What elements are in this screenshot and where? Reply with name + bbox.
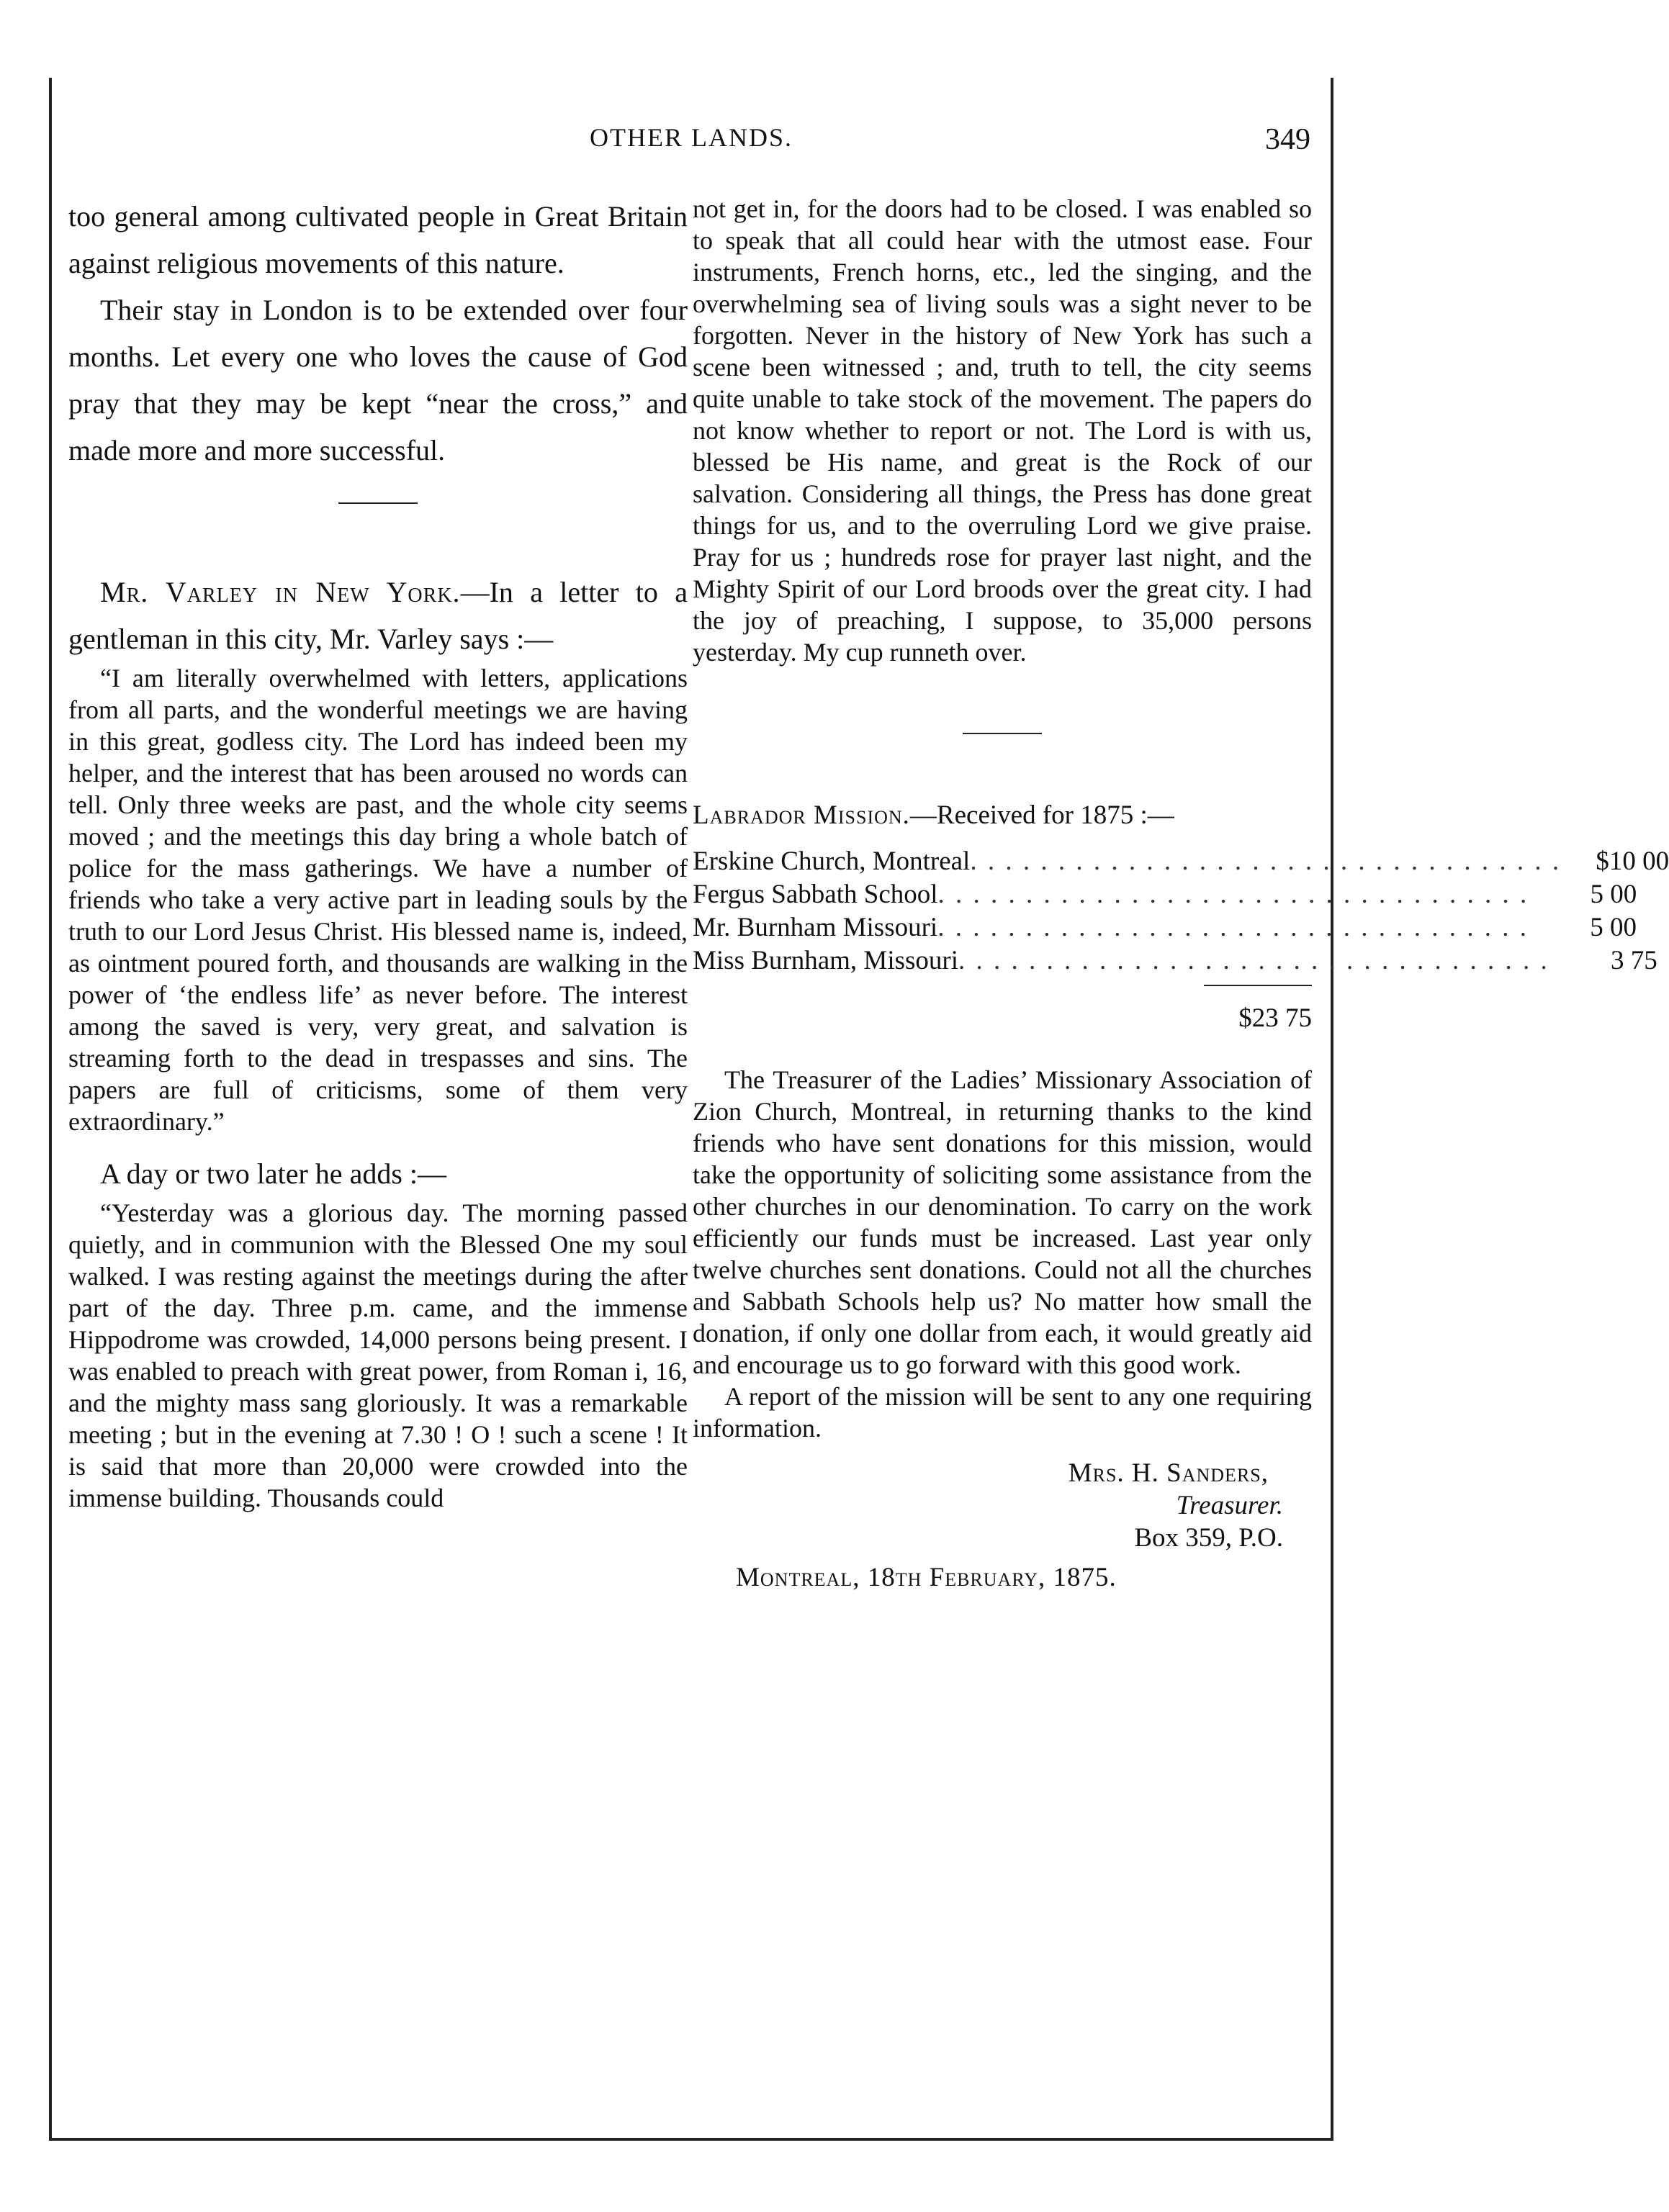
paragraph: Their stay in London is to be extended over four months. Let every one who loves the cause of God pray that they may be kept “near the cross,” and made more and more successful. xyxy=(68,294,688,466)
page-header xyxy=(65,122,1318,173)
leader-dots: . . . . . . . . . . . . . . . . . . . . . . . . . . . . . . . . . . xyxy=(937,913,1529,942)
signatory-role: Treasurer. xyxy=(1176,1491,1283,1520)
dateline: Montreal, 18th February, 1875. xyxy=(736,1563,1117,1592)
paragraph: A day or two later he adds :— xyxy=(100,1157,446,1190)
section-heading: Labrador Mission. xyxy=(693,800,910,830)
ledger-row xyxy=(693,845,1669,878)
page-number: 349 xyxy=(1265,123,1310,156)
varley-paragraph xyxy=(68,569,688,662)
donor-name: Miss Burnham, Missouri xyxy=(693,946,959,975)
ledger-row xyxy=(693,944,1657,978)
leader-dots: . . . . . . . . . . . . . . . . . . . . . . . . . . . . . . . . . . xyxy=(958,946,1549,975)
quote-paragraph: “Yesterday was a glorious day. The morning passed quietly, and in communion with the Blessed One my soul walked. I was resting against the meetings during the after part of the day. Three p.m. came, and the immense Hippodrome was crowded, 14,000 persons being present. I was enabled to preach with great power, from Roman i, 16, and the mighty mass sang gloriously. It was a remarkable meeting ; but in the evening at 7.30 ! O ! such a scene ! It is said that more than 20,000 were crowded into the immense building. Thousands could xyxy=(68,1198,688,1512)
paragraph: A report of the mission will be sent to any one requiring information. xyxy=(693,1382,1312,1443)
signatory-name: Mrs. H. Sanders, xyxy=(1068,1458,1269,1488)
paragraph: The Treasurer of the Ladies’ Missionary Association of Zion Church, Montreal, in returning thanks to the kind friends who have sent donations for this mission, would take the opportunity of soliciting some assistance from the other churches in our denomination. To carry on the work efficiently our funds must be increased. Last year only twelve churches sent donations. Could not all the churches and Sabbath Schools help us? No matter how small the donation, if only one dollar from each, it would greatly aid and encourage us to go forward with this good work. xyxy=(693,1065,1312,1379)
paragraph-text: —Received for 1875 :— xyxy=(909,800,1174,830)
paragraph: too general among cultivated people in Great Britain against religious movements of this nature. xyxy=(68,200,688,279)
ledger-row xyxy=(693,878,1637,911)
ledger-row xyxy=(693,911,1637,944)
donor-name: Erskine Church, Montreal xyxy=(693,847,971,876)
right-column xyxy=(693,193,1669,1594)
ledger-total: $23 75 xyxy=(1238,1003,1312,1033)
left-column xyxy=(68,193,688,1514)
section-heading: Mr. Varley in New York. xyxy=(100,576,461,608)
paragraph: not get in, for the doors had to be closed. I was enabled so to speak that all could hear with the utmost ease. Four instruments, French horns, etc., led the singing, and the overwhelming sea of living souls was a sight never to be forgotten. Never in the history of New York has such a scene been witnessed ; and, truth to tell, the city seems quite unable to take stock of the movement. The papers do not know whether to report or not. The Lord is with us, blessed be His name, and great is the Rock of our salvation. Considering all things, the Press has done great things for us, and to the overruling Lord we give praise. Pray for us ; hundreds rose for prayer last night, and the Mighty Spirit of our Lord broods over the great city. I had the joy of preaching, I suppose, to 35,000 persons yesterday. My cup runneth over. xyxy=(693,194,1312,667)
donor-name: Fergus Sabbath School xyxy=(693,880,938,909)
donor-name: Mr. Burnham Missouri xyxy=(693,913,938,942)
paragraph-text: —In a letter to a gentleman in this city, Mr. Varley says :— xyxy=(68,576,688,655)
running-head: OTHER LANDS. xyxy=(590,123,793,152)
donations-ledger xyxy=(693,845,1669,1035)
donation-amount: 5 00 xyxy=(1590,913,1637,942)
labrador-paragraph xyxy=(693,799,1312,832)
leader-dots: . . . . . . . . . . . . . . . . . . . . . . . . . . . . . . . . . . xyxy=(970,847,1562,876)
donation-amount: 5 00 xyxy=(1590,880,1637,909)
leader-dots: . . . . . . . . . . . . . . . . . . . . . . . . . . . . . . . . . . xyxy=(937,880,1529,909)
total-rule xyxy=(1204,985,1312,986)
signature-block xyxy=(693,1457,1312,1554)
donation-amount: $10 00 xyxy=(1596,847,1669,876)
quote-paragraph: “I am literally overwhelmed with letters, applications from all parts, and the wonderful meetings we are having in this great, godless city. The Lord has indeed been my helper, and the interest that has been aroused no words can tell. Only three weeks are past, and the whole city seems moved ; and the meetings this day bring a whole batch of police for the mass gatherings. We have a number of friends who take a very active part in leading souls by the truth to our Lord Jesus Christ. His blessed name is, indeed, as ointment poured forth, and thousands are walking in the power of ‘the endless life’ as never before. The interest among the saved is very, very great, and salvation is streaming forth to the dead in trespasses and sins. The papers are full of criticisms, some of them very extraordinary.” xyxy=(68,664,688,1136)
donation-amount: 3 75 xyxy=(1611,946,1657,975)
signatory-address: Box 359, P.O. xyxy=(1134,1523,1283,1553)
